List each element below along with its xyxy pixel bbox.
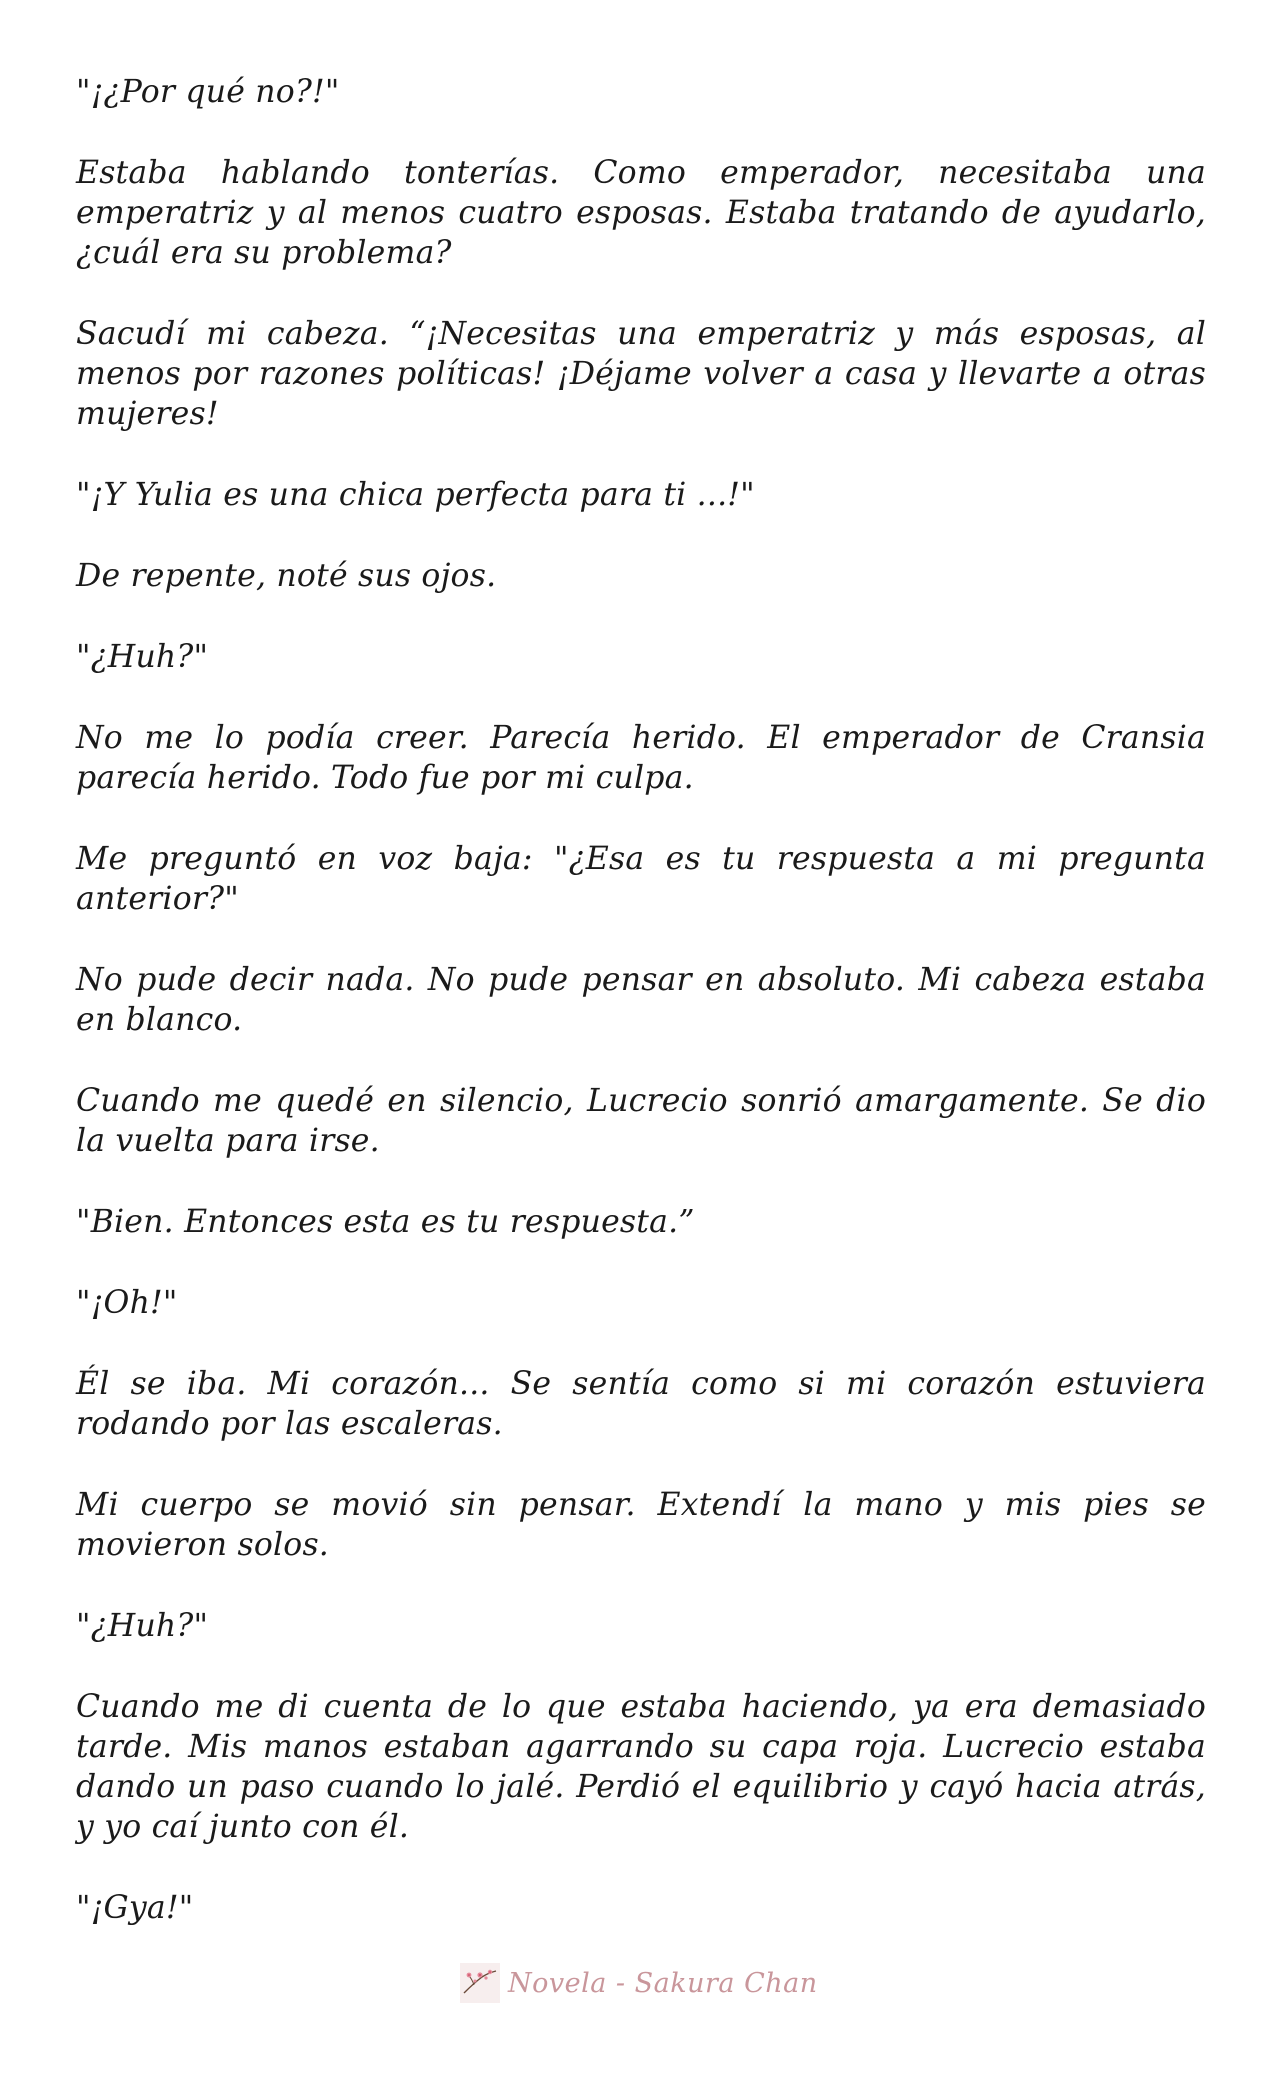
paragraph: Cuando me quedé en silencio, Lucrecio sonrió amargamente. Se dio la vuelta para irse. (76, 1083, 1206, 1159)
paragraph: Cuando me di cuenta de lo que estaba haciendo, ya era demasiado tarde. Mis manos estaban agarrando su capa roja. Lucrecio estaba dando un paso cuando lo jalé. Perdió el equilibrio y cayó hacia atrás, y yo caí junto con él. (76, 1689, 1206, 1845)
paragraph: "¡¿Por qué no?!" (76, 74, 340, 110)
paragraph: Mi cuerpo se movió sin pensar. Extendí la mano y mis pies se movieron solos. (76, 1487, 1206, 1563)
document-body (76, 72, 1206, 1969)
paragraph: Me preguntó en voz baja: "¿Esa es tu respuesta a mi pregunta anterior?" (76, 841, 1206, 917)
paragraph: No me lo podía creer. Parecía herido. El emperador de Cransia parecía herido. Todo fue por mi culpa. (76, 720, 1206, 796)
paragraph: "Bien. Entonces esta es tu respuesta.” (76, 1204, 695, 1240)
watermark-text: Novela - Sakura Chan (508, 1967, 818, 1999)
paragraph: "¡Gya!" (76, 1890, 194, 1926)
paragraph: De repente, noté sus ojos. (76, 558, 497, 594)
paragraph: Él se iba. Mi corazón... Se sentía como si mi corazón estuviera rodando por las escaleras. (76, 1366, 1206, 1442)
paragraph: "¿Huh?" (76, 639, 209, 675)
cherry-blossom-icon (460, 1963, 500, 2003)
paragraph: Estaba hablando tonterías. Como emperador, necesitaba una emperatriz y al menos cuatro esposas. Estaba tratando de ayudarlo, ¿cuál era su problema? (76, 155, 1206, 271)
paragraph: Sacudí mi cabeza. “¡Necesitas una emperatriz y más esposas, al menos por razones políticas! ¡Déjame volver a casa y llevarte a otras mujeres! (76, 316, 1206, 432)
paragraph: "¿Huh?" (76, 1608, 209, 1644)
paragraph: "¡Oh!" (76, 1285, 178, 1321)
watermark (460, 1958, 818, 2008)
paragraph: No pude decir nada. No pude pensar en absoluto. Mi cabeza estaba en blanco. (76, 962, 1206, 1038)
paragraph: "¡Y Yulia es una chica perfecta para ti ...!" (76, 477, 755, 513)
